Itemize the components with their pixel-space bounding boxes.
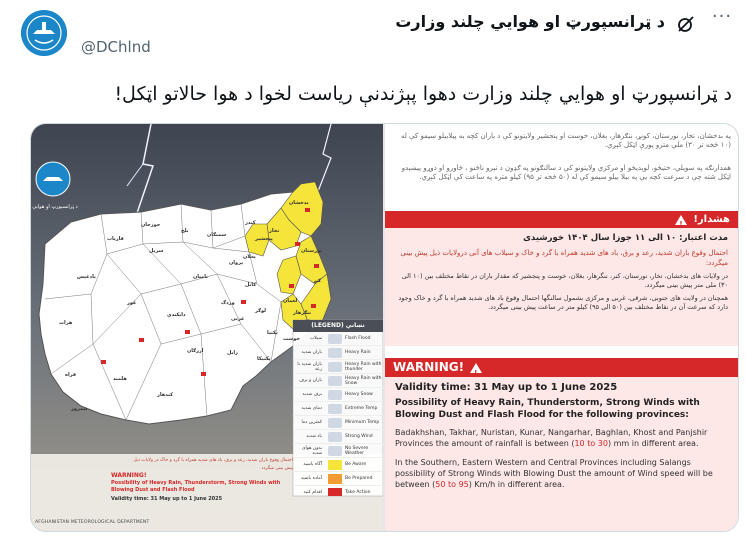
province-label: بغلان: [243, 254, 256, 260]
legend-label-fa: اقدام کنید: [303, 490, 322, 495]
author-handle[interactable]: @DChlnd: [81, 38, 151, 56]
flood-icon: [328, 334, 342, 344]
legend-label-fa: آماده باشید: [301, 476, 322, 481]
province-label: لغمان: [283, 298, 298, 304]
wind-range: 50 to 95: [435, 480, 469, 489]
tweet-text: د ټرانسپورټ او هوايي چلند وزارت دهوا پېژندنې رياست لخوا د هوا حالاتو اټکل!: [114, 83, 732, 105]
legend-label-fa: باران شدید با رعد: [297, 361, 322, 372]
legend-label-en: Minimum Temp: [345, 420, 380, 425]
province-label: بلخ: [181, 228, 189, 234]
rain-icon: [328, 348, 342, 358]
province-label: نیمروز: [71, 406, 88, 412]
legend-label-en: Be Prepared: [345, 476, 373, 481]
province-label: ننګرهار: [293, 310, 312, 316]
province-label: فاریاب: [107, 236, 124, 242]
province-label: هرات: [59, 320, 73, 326]
legend-row: [293, 416, 383, 430]
legend-row: [293, 388, 383, 402]
thunder-rain-icon: [328, 362, 342, 372]
legend-label-fa: باران و برف: [299, 378, 322, 383]
legend-label-fa: کمترین دما: [301, 420, 322, 425]
legend-row: [293, 472, 383, 486]
author-name[interactable]: د ټرانسپورټ او هوايي چلند وزارت: [395, 12, 665, 31]
yellow-swatch: [328, 460, 342, 470]
legend-row: [293, 360, 383, 374]
en-para-2: In the Southern, Eastern Western and Central Provinces including Salangs possibility of Strong Winds with Blowing Dust the amount of Wind speed will be between (50 to 95) Km/h in different area.: [395, 458, 713, 489]
province-label: کابل: [245, 282, 257, 288]
legend-label-fa: باد شدید: [306, 434, 322, 439]
province-label: خوست: [283, 336, 300, 342]
legend-label-fa: سیلاب: [309, 336, 322, 341]
pashto-line-1: په بدخشان، تخار، نورستان، کونړ، ننګرهار، بغلان، خوست او پنجشیر ولایتونو کې د باران کچه به پیلابیلو سیمو کې له (۱۰ څخه تر ۳۰) ملي مترو پورې اټکل کېږي.: [400, 132, 731, 149]
legend-row: [293, 444, 383, 458]
avatar[interactable]: [21, 10, 67, 56]
province-label: زابل: [227, 350, 238, 356]
province-label: ارزګان: [187, 348, 204, 354]
en-validity: Validity time: 31 May up to 1 June 2025: [395, 382, 618, 393]
left-warning-fa-2: پیش بینی میگردد: [261, 466, 293, 471]
legend-row: [293, 430, 383, 444]
fa-warning-bar: [385, 211, 738, 228]
legend-row: [293, 486, 383, 496]
legend-row: [293, 374, 383, 388]
legend-label-en: Take Action: [345, 490, 371, 495]
province-label: کندهار: [157, 392, 174, 398]
legend-label-fa: دمای شدید: [301, 406, 322, 411]
legend-box: [293, 320, 383, 496]
left-warning-heading: WARNING!: [111, 472, 147, 479]
province-label: پروان: [229, 260, 244, 266]
legend-title: (LEGEND) نښانې: [311, 322, 365, 329]
legend-label-en: Heavy Rain with thunder: [345, 361, 382, 372]
clear-icon: [328, 446, 342, 456]
orange-swatch: [328, 474, 342, 484]
thermometer-icon: [328, 404, 342, 414]
fa-warning-heading: هشدار!: [693, 214, 730, 225]
thermometer-low-icon: [328, 418, 342, 428]
fa-warning-block: [385, 228, 738, 346]
province-label: جوزجان: [141, 222, 161, 228]
province-label: غزنی: [231, 316, 245, 322]
legend-label-en: Extreme Temp: [345, 406, 378, 411]
en-warning-block: [385, 377, 738, 531]
left-warning-fa-1: احتمال وقوع باران شدید، رعد و برق، باد های شدید همراه با گرد و خاک در ولایات ذیل: [133, 458, 293, 463]
province-label: سمنګان: [207, 232, 227, 238]
province-label: بدخشان: [289, 200, 309, 206]
department-label: AFGHANISTAN METEOROLOGICAL DEPARTMENT: [35, 520, 150, 525]
en-title: Possibility of Heavy Rain, Thunderstorm, Strong Winds with Blowing Dust and Flash Flood for the following provinces:: [395, 398, 700, 420]
province-label: پنجشیر: [255, 236, 273, 242]
wind-icon: [328, 432, 342, 442]
red-swatch: [328, 488, 342, 497]
province-label: بامیان: [193, 274, 209, 280]
fa-validity: مدت اعتبار: ۱۰ الی ۱۱ جوزا سال ۱۴۰۴ خورشیدی: [523, 233, 728, 243]
fa-line-1: احتمال وقوع باران شدید، رعد و برق، باد های شدید همراه با گرد و خاک و سیلاب های آنی درولایات ذیل پیش بینی میگردد:: [400, 249, 728, 267]
legend-label-en: Heavy Rain: [345, 350, 371, 355]
tweet-media[interactable]: [30, 123, 739, 532]
legend-label-fa: برف شدید: [302, 392, 322, 397]
legend-label-fa: بدون هوای شدید: [302, 445, 322, 456]
fa-line-3: همچنان در ولایت های جنوبی، شرقی، غربی و مرکزی بشمول سالنگها احتمال وقوع باد های شدید همراه با گرد و خاک وجود دارد که سرعت آن در نقاط مختلف بین (۵۰ الی ۹۵) کیلو متر در ساعت پیش بینی میگردد.: [398, 294, 728, 311]
en-warning-bar: [385, 358, 738, 377]
more-options-icon[interactable]: ···: [711, 6, 733, 27]
legend-label-en: Strong Wind: [345, 434, 373, 439]
left-warning-en: Possibility of Heavy Rain, Thunderstorm, Strong Winds with Blowing Dust and Flash Flood: [111, 480, 281, 493]
province-label: هلمند: [113, 376, 127, 382]
legend-label-fa: آگاه باشید: [303, 462, 322, 467]
province-label: بادغیس: [77, 274, 96, 280]
province-label: کنړ: [313, 278, 322, 284]
snow-icon: [328, 390, 342, 400]
province-label: سرپل: [149, 248, 164, 254]
grok-icon[interactable]: [676, 14, 696, 34]
pashto-line-2: همدارنګه په سویلي، ختیځو، لوېدیځو او مرکزي ولایتونو کې د سالنګونو په ګډون د تېرو ناڅنو ، ځاورو او دوړو پیښېدو اټکل شته چې د سرعت کچه یې په بیلا بیلو سیمو کې له (۵۰ څخه تر ۹۵) کیلو متره په ساعت کې اټکل کېږي.: [401, 164, 731, 181]
warning-triangle-icon: [470, 363, 482, 373]
legend-label-en: No Severe Weather: [345, 445, 369, 456]
province-label: وردګ: [221, 300, 235, 306]
logo-caption: د ټرانسپورټ او هوايي: [32, 204, 78, 210]
legend-label-en: Heavy Rain with Snow: [345, 375, 382, 386]
en-warning-heading: WARNING!: [393, 360, 465, 374]
legend-row: [293, 402, 383, 416]
legend-label-en: Flash Flood: [345, 336, 371, 341]
weather-map-image[interactable]: [31, 124, 383, 531]
legend-label-fa: باران شدید: [301, 350, 322, 355]
province-label: پکتیا: [267, 330, 278, 336]
legend-row: [293, 332, 383, 346]
rain-range: 10 to 30: [574, 439, 608, 448]
left-validity: Validity time: 31 May up to 1 June 2025: [111, 496, 223, 502]
province-label: تخار: [269, 228, 280, 234]
province-label: لوګر: [255, 308, 267, 314]
province-label: نورستان: [301, 248, 322, 254]
rain-snow-icon: [328, 376, 342, 386]
legend-label-en: Heavy Snow: [345, 392, 373, 397]
province-label: پکتیکا: [257, 356, 271, 362]
en-para-1: Badakhshan, Takhar, Nuristan, Kunar, Nangarhar, Baghlan, Khost and Panjshir Provinces the amount of rainfall is between (10 to 30) mm in different area.: [395, 428, 708, 448]
warning-triangle-icon: [675, 215, 687, 225]
province-label: فراه: [65, 372, 77, 378]
legend-row: [293, 346, 383, 360]
legend-label-en: Be Aware: [345, 462, 367, 467]
warning-text-image[interactable]: [385, 124, 738, 531]
legend-row: [293, 458, 383, 472]
fa-line-2: در ولایات های بدخشان، تخار، نورستان، کنر، ننگرهار، بغلان، خوست و پنجشیر که مقدار باران در نقاط مختلف بین (۱۰ الی ۳۰) ملی متر پیش بینی میگردد.: [401, 272, 728, 289]
province-label: غور: [127, 300, 137, 306]
province-label: دایکندي: [167, 312, 186, 318]
province-label: کندز: [245, 220, 256, 226]
